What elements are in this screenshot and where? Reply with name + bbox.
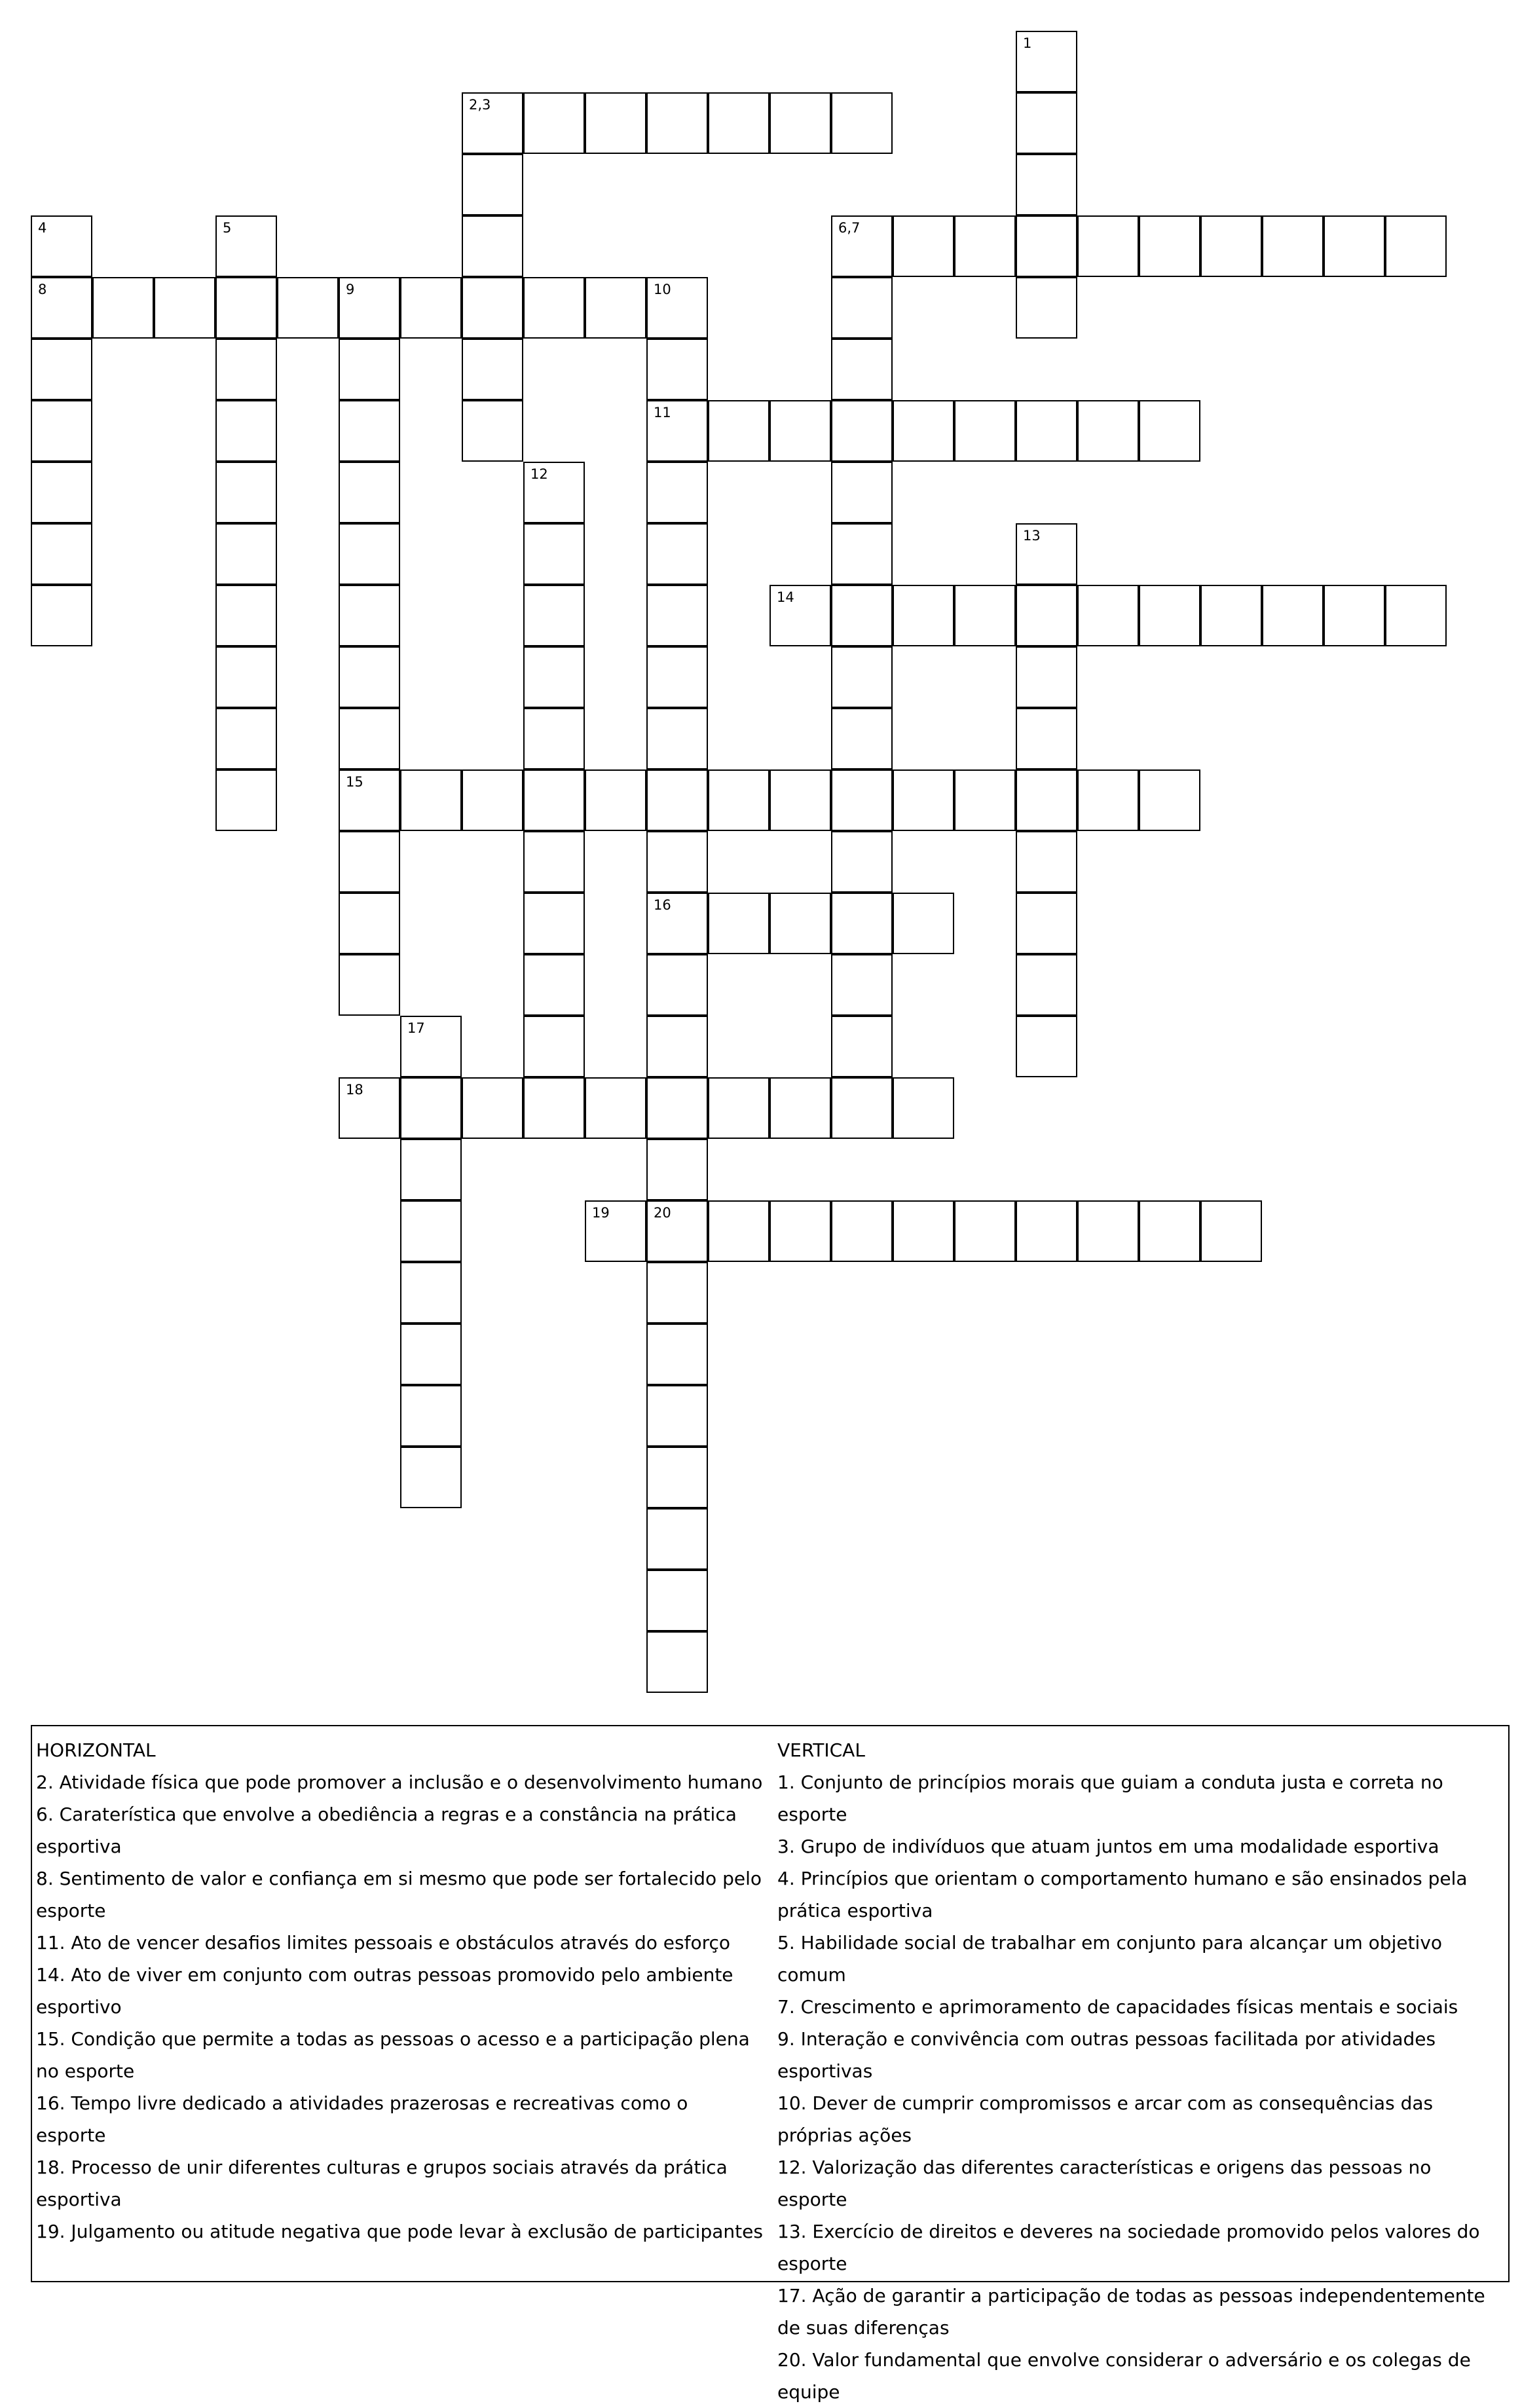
grid-cell[interactable]: [831, 1016, 893, 1077]
grid-cell[interactable]: [1200, 585, 1262, 646]
grid-cell[interactable]: [646, 523, 708, 585]
grid-cell[interactable]: [646, 646, 708, 708]
clue-h-6: 6. Caraterística que envolve a obediência a regras e a constância na prática esportiva: [36, 1804, 737, 1857]
grid-cell[interactable]: [339, 708, 400, 769]
grid-cell[interactable]: [462, 769, 523, 831]
grid-cell[interactable]: [646, 831, 708, 893]
grid-cell[interactable]: [1139, 400, 1200, 462]
grid-cell[interactable]: [585, 1200, 646, 1262]
grid-cell[interactable]: [400, 1324, 462, 1385]
grid-cell[interactable]: [831, 646, 893, 708]
grid-cell[interactable]: [831, 1200, 893, 1262]
grid-cell[interactable]: [339, 523, 400, 585]
grid-cell[interactable]: [708, 400, 770, 462]
grid-cell[interactable]: [954, 585, 1016, 646]
grid-cell[interactable]: [1016, 708, 1077, 769]
grid-cell[interactable]: [770, 769, 831, 831]
grid-cell[interactable]: [215, 646, 277, 708]
grid-cell[interactable]: [646, 92, 708, 154]
clue-v-3: 3. Grupo de indivíduos que atuam juntos em uma modalidade esportiva: [777, 1836, 1439, 1857]
clue-v-20: 20. Valor fundamental que envolve considerar o adversário e os colegas de equipe: [777, 2349, 1471, 2403]
grid-cell[interactable]: [215, 400, 277, 462]
grid-cell[interactable]: [585, 277, 646, 339]
grid-cell[interactable]: [339, 462, 400, 523]
grid-cell[interactable]: [646, 1016, 708, 1077]
grid-cell[interactable]: [1077, 400, 1139, 462]
grid-cell[interactable]: [523, 708, 585, 769]
grid-cell[interactable]: [523, 769, 585, 831]
clue-v-5: 5. Habilidade social de trabalhar em conjunto para alcançar um objetivo comum: [777, 1932, 1443, 1986]
grid-cell[interactable]: [400, 1077, 462, 1139]
cell-number: 17: [407, 1020, 425, 1036]
grid-cell[interactable]: [215, 769, 277, 831]
grid-cell[interactable]: [400, 277, 462, 339]
grid-cell[interactable]: [1016, 31, 1077, 92]
grid-cell[interactable]: [339, 646, 400, 708]
grid-cell[interactable]: [462, 1077, 523, 1139]
grid-cell[interactable]: [646, 1385, 708, 1447]
grid-cell[interactable]: [1016, 92, 1077, 154]
clues-box: [31, 1725, 1510, 2403]
grid-cell[interactable]: [646, 893, 708, 954]
cell-number: 12: [530, 466, 548, 482]
grid-cell[interactable]: [339, 769, 400, 831]
grid-cell[interactable]: [400, 769, 462, 831]
grid-cell[interactable]: [585, 769, 646, 831]
cell-number: 13: [1023, 528, 1041, 544]
grid-cell[interactable]: [646, 954, 708, 1016]
grid-cell[interactable]: [646, 1447, 708, 1508]
grid-cell[interactable]: [585, 92, 646, 154]
grid-cell[interactable]: [215, 215, 277, 277]
cell-number: 10: [654, 282, 671, 297]
grid-cell[interactable]: [1016, 400, 1077, 462]
grid-cell[interactable]: [400, 1385, 462, 1447]
grid-cell[interactable]: [831, 400, 893, 462]
grid-cell[interactable]: [954, 1200, 1016, 1262]
grid-cell[interactable]: [523, 831, 585, 893]
clue-h-11: 11. Ato de vencer desafios limites pessoais e obstáculos através do esforço: [36, 1932, 731, 1954]
grid-cell[interactable]: [1077, 215, 1139, 277]
grid-cell[interactable]: [770, 400, 831, 462]
grid-cell[interactable]: [462, 215, 523, 277]
grid-cell[interactable]: [770, 893, 831, 954]
grid-cell[interactable]: [31, 215, 92, 277]
grid-cell[interactable]: [523, 954, 585, 1016]
grid-cell[interactable]: [708, 1200, 770, 1262]
grid-cell[interactable]: [954, 769, 1016, 831]
cell-number: 6,7: [838, 220, 861, 236]
clue-v-9: 9. Interação e convivência com outras pessoas facilitada por atividades esportivas: [777, 2028, 1436, 2082]
grid-cell[interactable]: [646, 462, 708, 523]
cell-number: 2,3: [469, 97, 491, 113]
grid-cell[interactable]: [770, 92, 831, 154]
grid-cell[interactable]: [400, 1447, 462, 1508]
grid-cell[interactable]: [339, 400, 400, 462]
grid-cell[interactable]: [339, 831, 400, 893]
grid-cell[interactable]: [1016, 277, 1077, 339]
grid-cell[interactable]: [831, 954, 893, 1016]
grid-cell[interactable]: [1200, 1200, 1262, 1262]
grid-cell[interactable]: [339, 339, 400, 400]
heading-vertical: VERTICAL: [777, 1739, 865, 1761]
grid-cell[interactable]: [1016, 215, 1077, 277]
grid-cell[interactable]: [770, 585, 831, 646]
grid-cell[interactable]: [462, 92, 523, 154]
grid-cell[interactable]: [646, 1262, 708, 1324]
grid-cell[interactable]: [893, 400, 954, 462]
grid-cell[interactable]: [954, 215, 1016, 277]
grid-cell[interactable]: [708, 92, 770, 154]
grid-cell[interactable]: [831, 277, 893, 339]
grid-cell[interactable]: [215, 277, 277, 339]
grid-cell[interactable]: [954, 400, 1016, 462]
grid-cell[interactable]: [1016, 646, 1077, 708]
clue-v-17: 17. Ação de garantir a participação de todas as pessoas independentemente de suas diferenças: [777, 2285, 1485, 2339]
grid-cell[interactable]: [646, 585, 708, 646]
grid-cell[interactable]: [31, 277, 92, 339]
grid-cell[interactable]: [1200, 215, 1262, 277]
grid-cell[interactable]: [646, 339, 708, 400]
clue-v-13: 13. Exercício de direitos e deveres na sociedade promovido pelos valores do esporte: [777, 2221, 1480, 2274]
grid-cell[interactable]: [646, 1631, 708, 1693]
grid-cell[interactable]: [215, 585, 277, 646]
grid-cell[interactable]: [523, 893, 585, 954]
cell-number: 5: [223, 220, 232, 236]
grid-cell[interactable]: [339, 585, 400, 646]
grid-cell[interactable]: [31, 523, 92, 585]
grid-cell[interactable]: [1016, 585, 1077, 646]
grid-cell[interactable]: [893, 585, 954, 646]
grid-cell[interactable]: [646, 708, 708, 769]
grid-cell[interactable]: [1016, 154, 1077, 215]
grid-cell[interactable]: [523, 92, 585, 154]
grid-cell[interactable]: [339, 1077, 400, 1139]
grid-cell[interactable]: [1077, 1200, 1139, 1262]
grid-cell[interactable]: [31, 585, 92, 646]
grid-cell[interactable]: [1016, 1016, 1077, 1077]
grid-cell[interactable]: [646, 400, 708, 462]
grid-cell[interactable]: [708, 893, 770, 954]
grid-cell[interactable]: [523, 277, 585, 339]
grid-cell[interactable]: [523, 462, 585, 523]
grid-cell[interactable]: [1016, 831, 1077, 893]
grid-cell[interactable]: [893, 1077, 954, 1139]
grid-cell[interactable]: [646, 1200, 708, 1262]
grid-cell[interactable]: [523, 585, 585, 646]
grid-cell[interactable]: [646, 1508, 708, 1570]
cell-number: 20: [654, 1205, 671, 1221]
grid-cell[interactable]: [585, 1077, 646, 1139]
grid-cell[interactable]: [893, 1200, 954, 1262]
grid-cell[interactable]: [831, 769, 893, 831]
grid-cell[interactable]: [708, 1077, 770, 1139]
grid-cell[interactable]: [339, 893, 400, 954]
grid-cell[interactable]: [831, 462, 893, 523]
grid-cell[interactable]: [893, 893, 954, 954]
cell-number: 16: [654, 897, 671, 913]
grid-cell[interactable]: [462, 277, 523, 339]
grid-cell[interactable]: [831, 1077, 893, 1139]
grid-cell[interactable]: [277, 277, 339, 339]
grid-cell[interactable]: [462, 339, 523, 400]
grid-cell[interactable]: [1077, 585, 1139, 646]
cell-number: 14: [777, 589, 794, 605]
grid-cell[interactable]: [1016, 769, 1077, 831]
grid-cell[interactable]: [400, 1200, 462, 1262]
grid-cell[interactable]: [1262, 215, 1324, 277]
grid-cell[interactable]: [215, 523, 277, 585]
cell-number: 15: [346, 774, 363, 790]
grid-cell[interactable]: [831, 523, 893, 585]
grid-cell[interactable]: [1324, 585, 1385, 646]
clue-h-16: 16. Tempo livre dedicado a atividades prazerosas e recreativas como o esporte: [36, 2092, 688, 2146]
grid-cell[interactable]: [1016, 893, 1077, 954]
grid-cell[interactable]: [1077, 769, 1139, 831]
grid-cell[interactable]: [1139, 1200, 1200, 1262]
grid-cell[interactable]: [215, 708, 277, 769]
grid-cell[interactable]: [154, 277, 215, 339]
cell-number: 9: [346, 282, 355, 297]
grid-cell[interactable]: [1385, 585, 1447, 646]
grid-cell[interactable]: [1385, 215, 1447, 277]
grid-cell[interactable]: [1139, 585, 1200, 646]
grid-cell[interactable]: [1139, 769, 1200, 831]
clue-v-4: 4. Princípios que orientam o comportamento humano e são ensinados pela prática esportiva: [777, 1868, 1468, 1921]
grid-cell[interactable]: [831, 831, 893, 893]
grid-cell[interactable]: [31, 462, 92, 523]
grid-cell[interactable]: [400, 1016, 462, 1077]
clue-v-7: 7. Crescimento e aprimoramento de capacidades físicas mentais e sociais: [777, 1996, 1458, 2018]
grid-cell[interactable]: [215, 339, 277, 400]
clue-v-1: 1. Conjunto de princípios morais que guiam a conduta justa e correta no esporte: [777, 1771, 1443, 1825]
cell-number: 1: [1023, 35, 1032, 51]
clue-v-10: 10. Dever de cumprir compromissos e arcar com as consequências das próprias ações: [777, 2092, 1434, 2146]
grid-cell[interactable]: [646, 1077, 708, 1139]
heading-horizontal: HORIZONTAL: [36, 1739, 156, 1761]
grid-cell[interactable]: [646, 769, 708, 831]
grid-cell[interactable]: [1139, 215, 1200, 277]
grid-cell[interactable]: [646, 277, 708, 339]
clue-h-2: 2. Atividade física que pode promover a inclusão e o desenvolvimento humano: [36, 1771, 763, 1793]
clue-h-15: 15. Condição que permite a todas as pessoas o acesso e a participação plena no esporte: [36, 2028, 750, 2082]
grid-cell[interactable]: [770, 1077, 831, 1139]
grid-cell[interactable]: [893, 215, 954, 277]
grid-cell[interactable]: [708, 769, 770, 831]
grid-cell[interactable]: [1262, 585, 1324, 646]
clue-h-18: 18. Processo de unir diferentes culturas e grupos sociais através da prática esportiva: [36, 2157, 728, 2210]
grid-cell[interactable]: [1016, 954, 1077, 1016]
clues-vertical: [777, 1734, 1506, 2408]
grid-cell[interactable]: [523, 1016, 585, 1077]
cell-number: 4: [38, 220, 47, 236]
clue-h-19: 19. Julgamento ou atitude negativa que pode levar à exclusão de participantes: [36, 2221, 763, 2242]
grid-cell[interactable]: [646, 1570, 708, 1631]
grid-cell[interactable]: [646, 1324, 708, 1385]
cell-number: 18: [346, 1082, 363, 1098]
grid-cell[interactable]: [339, 277, 400, 339]
cell-number: 19: [592, 1205, 610, 1221]
grid-cell[interactable]: [523, 1077, 585, 1139]
cell-number: 11: [654, 405, 671, 420]
grid-cell[interactable]: [523, 523, 585, 585]
grid-cell[interactable]: [1016, 523, 1077, 585]
grid-cell[interactable]: [31, 339, 92, 400]
grid-cell[interactable]: [215, 462, 277, 523]
grid-cell[interactable]: [1324, 215, 1385, 277]
cell-number: 8: [38, 282, 47, 297]
grid-cell[interactable]: [831, 708, 893, 769]
grid-cell[interactable]: [462, 400, 523, 462]
grid-cell[interactable]: [770, 1200, 831, 1262]
grid-cell[interactable]: [400, 1262, 462, 1324]
clue-h-14: 14. Ato de viver em conjunto com outras pessoas promovido pelo ambiente esportivo: [36, 1964, 733, 2018]
grid-cell[interactable]: [523, 646, 585, 708]
grid-cell[interactable]: [646, 1139, 708, 1200]
grid-cell[interactable]: [831, 92, 893, 154]
grid-cell[interactable]: [1016, 1200, 1077, 1262]
clues-horizontal: [36, 1734, 763, 2248]
grid-cell[interactable]: [31, 400, 92, 462]
grid-cell[interactable]: [831, 215, 893, 277]
grid-cell[interactable]: [462, 154, 523, 215]
grid-cell[interactable]: [831, 339, 893, 400]
grid-cell[interactable]: [400, 1139, 462, 1200]
grid-cell[interactable]: [831, 585, 893, 646]
grid-cell[interactable]: [339, 954, 400, 1016]
clue-v-12: 12. Valorização das diferentes características e origens das pessoas no esporte: [777, 2157, 1432, 2210]
grid-cell[interactable]: [893, 769, 954, 831]
grid-cell[interactable]: [831, 893, 893, 954]
grid-cell[interactable]: [92, 277, 154, 339]
clue-h-8: 8. Sentimento de valor e confiança em si mesmo que pode ser fortalecido pelo esporte: [36, 1868, 762, 1921]
